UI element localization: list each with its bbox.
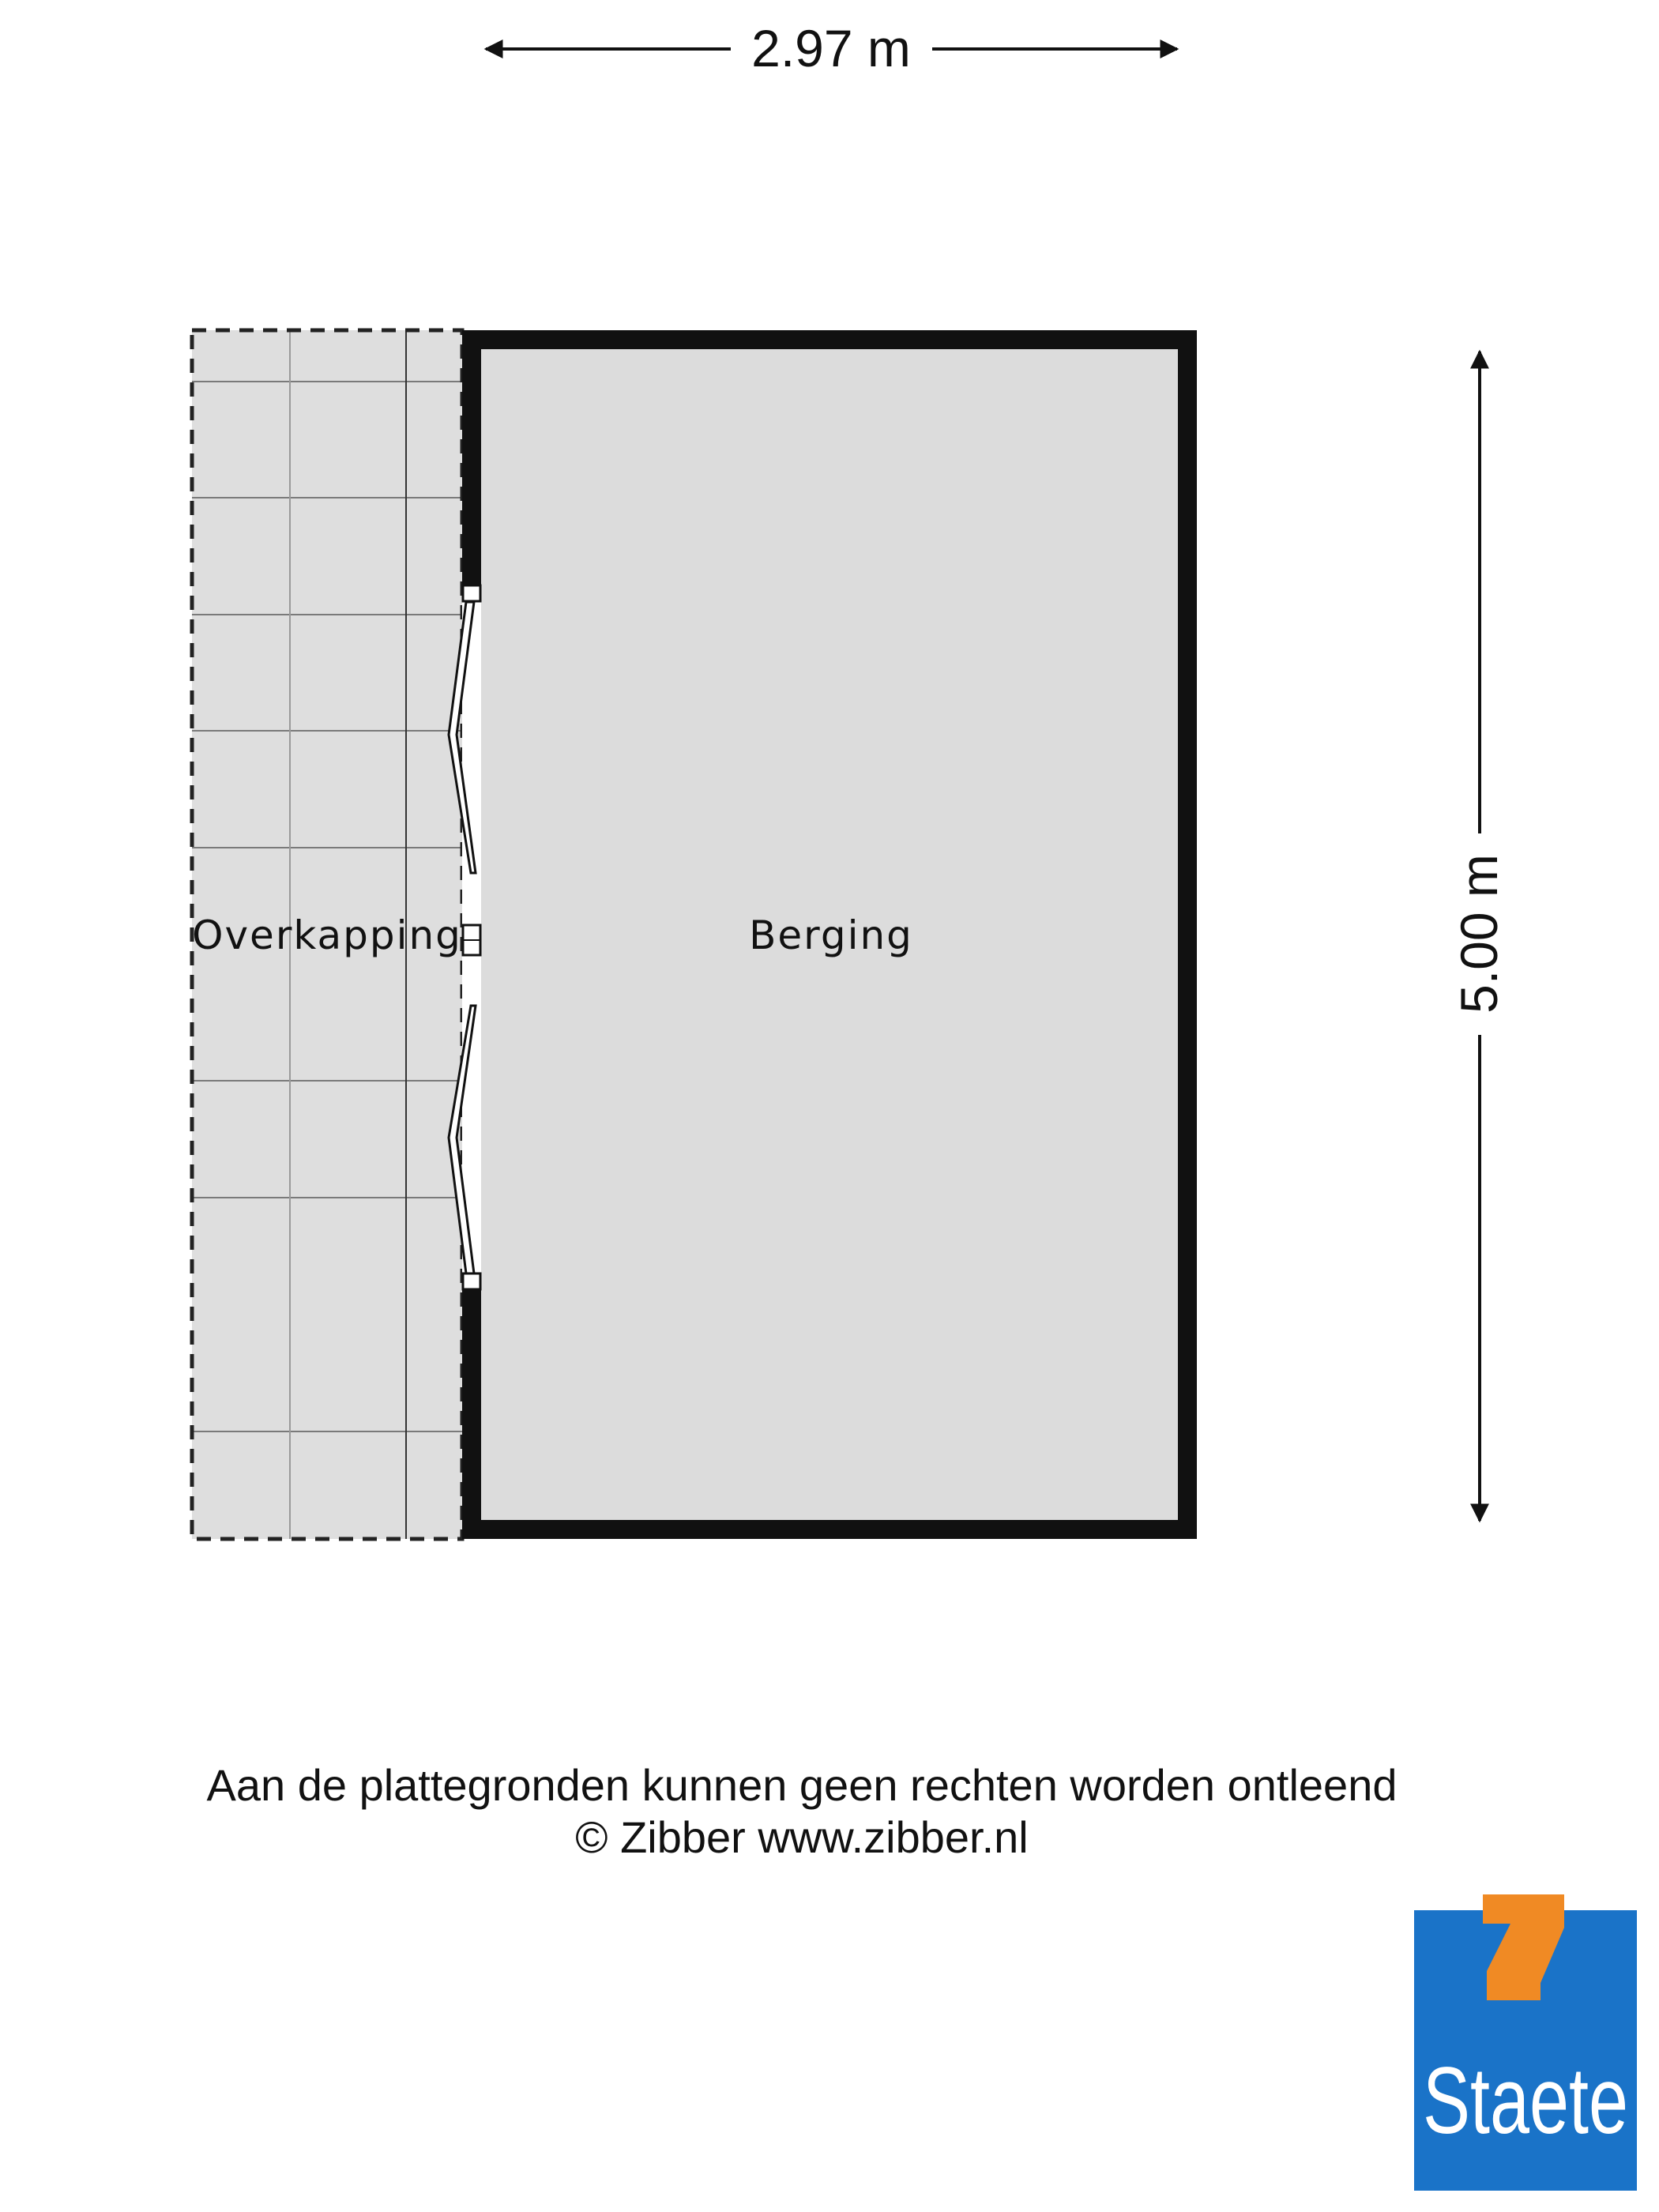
door-jamb-bottom [463,1273,480,1289]
wall-top [462,330,1197,349]
logo-text: Staete [1423,2048,1628,2154]
staete-logo [1414,1894,1637,2191]
wall-left-lower [462,1289,481,1539]
width-dimension-label: 2.97 m [751,19,911,77]
wall-left-upper [462,330,481,585]
height-dimension-label: 5.00 m [1450,854,1508,1014]
width-dimension [486,19,1177,77]
wall-right [1178,330,1197,1539]
footer-copyright: © Zibber www.zibber.nl [575,1812,1029,1862]
wall-bottom [462,1520,1197,1539]
door-jamb-top [463,585,480,601]
footer-disclaimer: Aan de plattegronden kunnen geen rechten worden ontleend [206,1760,1398,1810]
room-label-overkapping: Overkapping [192,912,462,958]
height-dimension [1450,352,1508,1521]
room-label-berging: Berging [749,912,913,958]
